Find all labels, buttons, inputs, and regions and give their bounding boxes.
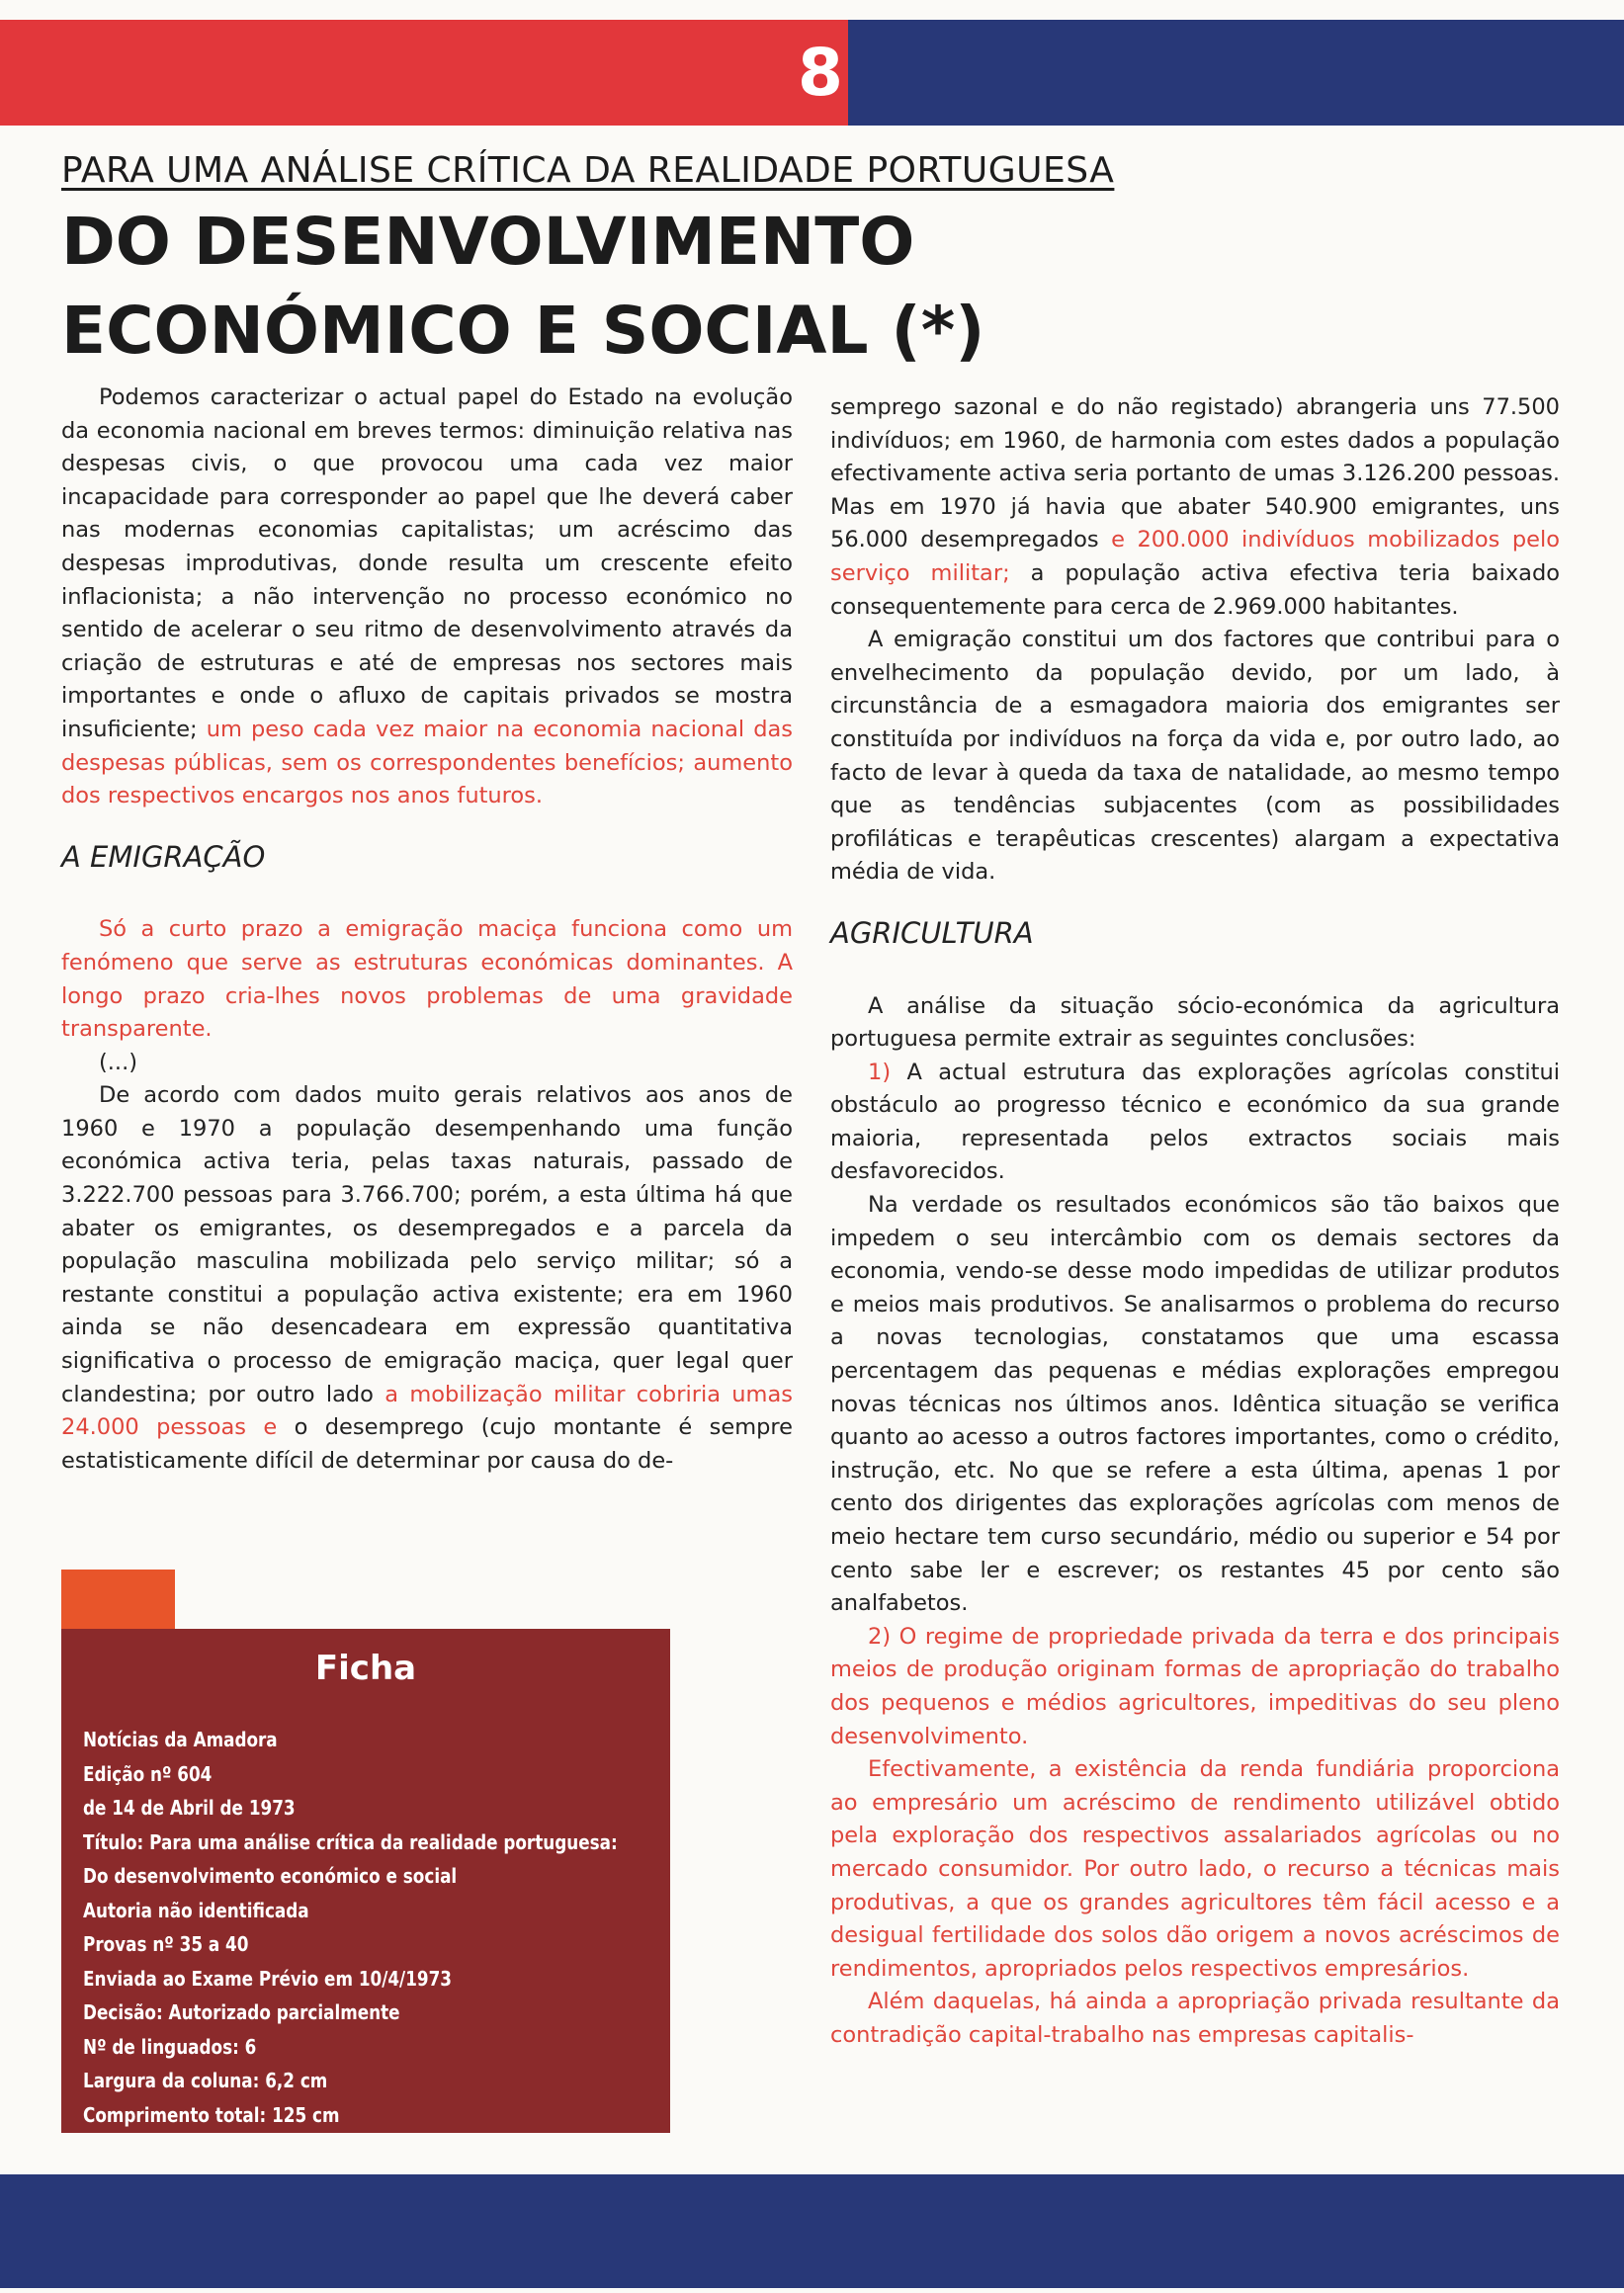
top-band-blue [848,20,1624,126]
paragraph: A emigração constitui um dos factores que contribui para o envelhecimento da população devido, por um lado, à circunstância de a esmagadora maioria dos emigrantes ser constituída por indivíduos na força da vida e, por outro lado, ao facto de levar à queda da taxa de natalidade, ao mesmo tempo que as tendências subjacentes (com as possibilidades profiláticas e terapêuticas crescentes) alargam a expectativa média de vida. [830,627,1560,886]
highlighted-text: 1) [868,1059,892,1085]
paragraph: Na verdade os resultados económicos são tão baixos que impedem o seu intercâmbio com os demais sectores da economia, vendo-se desse modo impedidas de utilizar produtos e meios mais produtivos. Se analisarmos o problema do recurso a novas tecnologias, constatamos que uma escassa percentagem das pequenas e médias explorações empregou novas técnicas nos últimos anos. Idêntica situação se verifica quanto ao acesso a outros factores importantes, como o crédito, instrução, etc. No que se refere a esta última, apenas 1 por cento dos dirigentes das explorações agrícolas com menos de meio hectare tem curso secundário, médio ou superior e 54 por cento sabe ler e escrever; os restantes 45 por cento são analfabetos. [830,1192,1560,1617]
top-color-band [0,20,1624,126]
ficha-line: Nº de linguados: 6 [83,2034,257,2059]
ficha-line: Provas nº 35 a 40 [83,1932,249,1956]
paragraph [61,382,793,813]
highlighted-paragraph: Além daquelas, há ainda a apropriação privada resultante da contradição capital-trabalho nas empresas capitalis- [830,1989,1560,2048]
ficha-line: Decisão: Autorizado parcialmente [83,2000,400,2024]
highlighted-paragraph: Só a curto prazo a emigração maciça funciona como um fenómeno que serve as estruturas económicas dominantes. A longo prazo cria-lhes novos problemas de uma gravidade transparente. [61,916,793,1043]
article-title-line-1: DO DESENVOLVIMENTO [61,204,915,280]
ficha-details [83,1723,734,2132]
paragraph-text: a população activa efectiva teria baixado consequentemente para cerca de 2.969.000 habitantes. [830,559,1560,620]
paragraph-text: De acordo com dados muito gerais relativos aos anos de 1960 e 1970 a população desempenhando uma função económica activa teria, pelas taxas naturais, passado de 3.222.700 pessoas para 3.766.700; porém, a esta última há que abater os emigrantes, os desempregados e a parcela da população masculina mobilizada pelo serviço militar; só a restante constitui a população activa existente; era em 1960 ainda se não desencadeara em expressão quantitativa significativa o processo de emigração maciça, quer legal quer clandestina; por outro lado [61,1082,793,1407]
article-kicker: PARA UMA ANÁLISE CRÍTICA DA REALIDADE PORTUGUESA [61,150,1115,191]
ficha-line: Edição nº 604 [83,1761,213,1786]
highlighted-paragraph: Efectivamente, a existência da renda fundiária proporciona ao empresário um acréscimo de rendimento utilizável obtido pela exploração dos respectivos assalariados agrícolas ou no mercado consumidor. Por outro lado, o recurso a técnicas mais produtivas, a que os grandes agricultores têm fácil acesso e a desigual fertilidade dos solos dão origem a novos acréscimos de rendimentos, apropriados pelos respectivos empresários. [830,1756,1560,1982]
right-column [830,391,1560,2053]
paragraph-text: semprego sazonal e do não registado) abrangeria uns 77.500 indivíduos; em 1960, de harmonia com estes dados a população efectivamente activa seria portanto de umas 3.126.200 pessoas. Mas em 1970 já havia que abater 540.900 emigrantes, uns 56.000 desempregados [830,394,1560,553]
article-title [61,198,984,376]
ficha-line: Do desenvolvimento económico e social [83,1864,458,1888]
ficha-line: Enviada ao Exame Prévio em 10/4/1973 [83,1966,452,1991]
ficha-line: Comprimento total: 125 cm [83,2102,340,2127]
ficha-line: Autoria não identificada [83,1898,309,1922]
highlighted-paragraph: 2) O regime de propriedade privada da terra e dos principais meios de produção originam formas de apropriação do trabalho dos pequenos e médios agricultores, impeditivas do seu pleno desenvolvimento. [830,1623,1560,1749]
paragraph-text: Podemos caracterizar o actual papel do Estado na evolução da economia nacional em breves termos: diminuição relativa nas despesas civis, o que provocou uma cada vez maior incapacidade para corresponder ao papel que lhe deverá caber nas modernas economias capitalistas; um acréscimo das despesas improdutivas, donde resulta um crescente efeito inflacionista; a não intervenção no processo económico no sentido de acelerar o seu ritmo de desenvolvimento através da criação de estruturas e até de empresas nos sectores mais importantes e onde o afluxo de capitais privados se mostra insuficiente; [61,384,793,742]
highlighted-text: a mobilização militar cobriria umas 24.000 pessoas e [61,1381,793,1441]
page-number: 8 [798,35,843,111]
left-column [61,382,793,1478]
section-heading-agricultura: AGRICULTURA [830,915,1034,950]
top-band-red [0,20,848,126]
ficha-box [61,1570,670,2133]
ellipsis: (...) [99,1049,138,1075]
paragraph: A análise da situação sócio-económica da agricultura portuguesa permite extrair as seguintes conclusões: [830,992,1560,1053]
ficha-title: Ficha [314,1649,417,1688]
paragraph-text: o desemprego (cujo montante é sempre estatisticamente difícil de determinar por causa do de- [61,1414,793,1474]
ficha-line: Notícias da Amadora [83,1728,278,1751]
highlighted-text: e 200.000 indivíduos mobilizados pelo serviço militar; [830,527,1560,586]
paragraph-text: A actual estrutura das explorações agrícolas constitui obstáculo ao progresso técnico e económico da sua grande maioria, representada pelos extractos sociais mais desfavorecidos. [830,1059,1560,1185]
ficha-line: Título: Para uma análise crítica da realidade portuguesa: [83,1829,618,1854]
article-title-line-2: ECONÓMICO E SOCIAL (*) [61,293,985,369]
ficha-line: de 14 de Abril de 1973 [83,1796,296,1820]
section-heading-emigracao: A EMIGRAÇÃO [61,839,266,874]
bottom-color-band [0,2174,1624,2288]
paragraph [61,1079,793,1478]
paragraph [830,391,1560,624]
highlighted-text: um peso cada vez maior na economia nacional das despesas públicas, sem os correspondentes benefícios; aumento dos respectivos encargos nos anos futuros. [61,716,793,809]
paragraph [830,1057,1560,1189]
ficha-line: Largura da coluna: 6,2 cm [83,2069,328,2092]
